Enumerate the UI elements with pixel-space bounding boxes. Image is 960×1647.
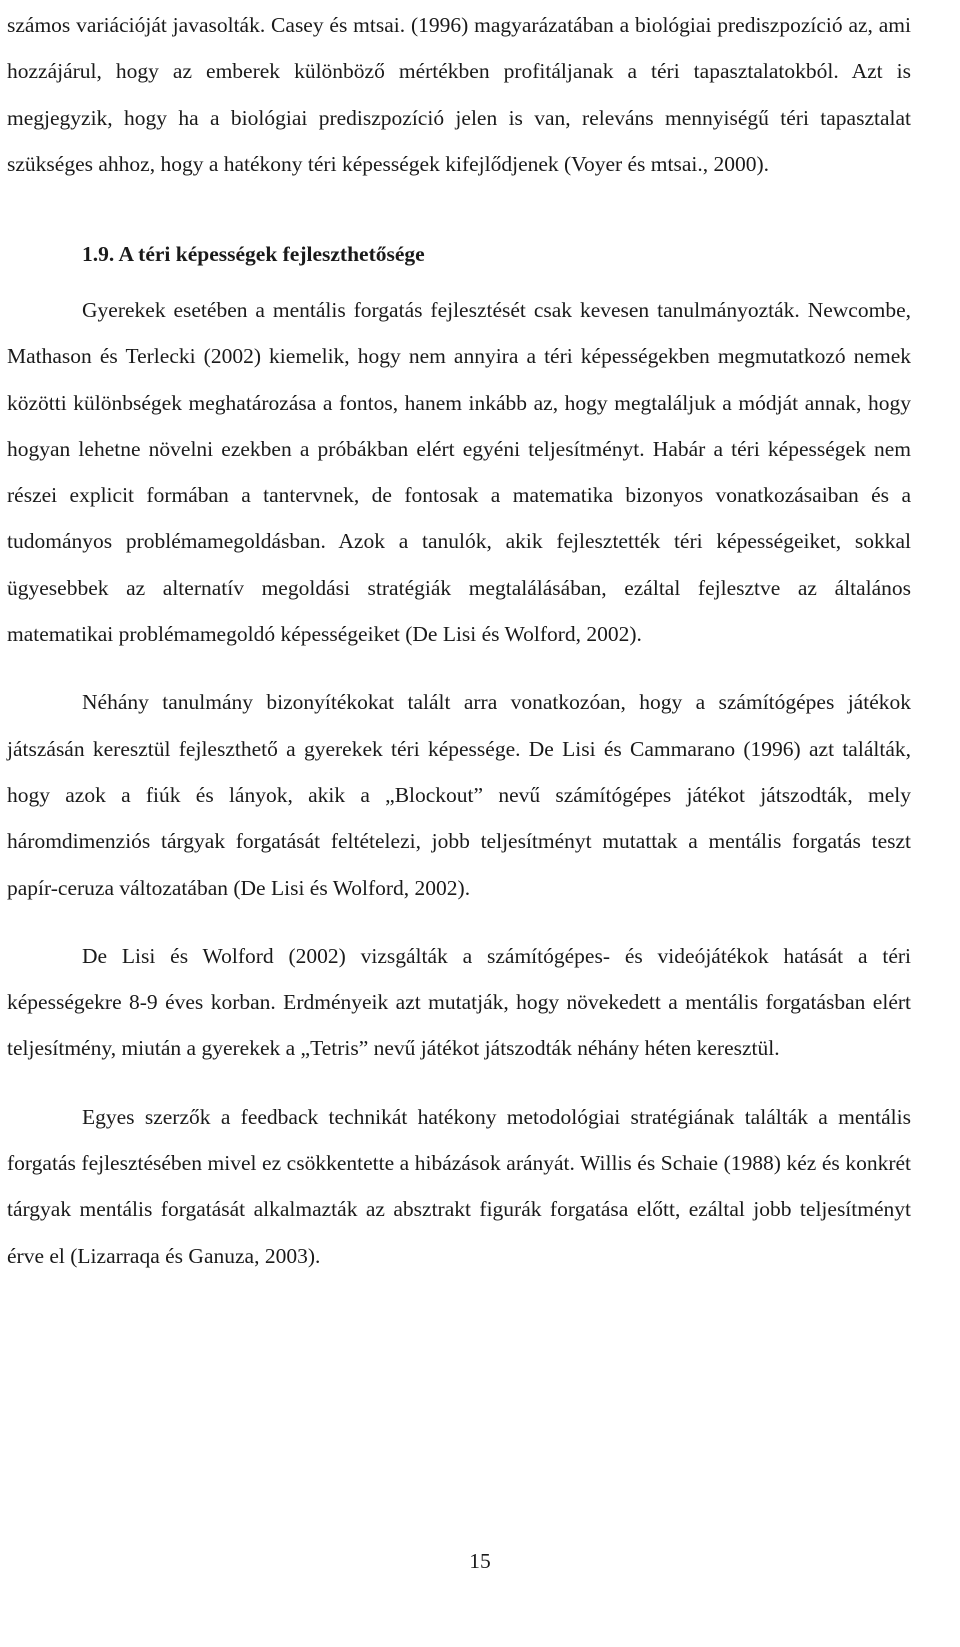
intro-paragraph: számos variációját javasolták. Casey és mtsai. (1996) magyarázatában a biológiai prediszpozíció az, ami hozzájárul, hogy az emberek különböző mértékben profitáljanak a téri tapasztalatokból. Azt is megjegyzik, hogy ha a biológiai prediszpozíció jelen is van, releváns mennyiségű téri tapasztalat szükséges ahhoz, hogy a hatékony téri képességek kifejlődjenek (Voyer és mtsai., 2000). [7,13,911,176]
paragraph-3: De Lisi és Wolford (2002) vizsgálták a számítógépes- és videójátékok hatását a téri képességekre 8-9 éves korban. Erdményeik azt mutatják, hogy növekedett a mentális forgatásban elért teljesítmény, miután a gyerekek a „Tetris” nevű játékot játszodták néhány héten keresztül. [7,943,911,1061]
paragraph-1: Gyerekek esetében a mentális forgatás fejlesztését csak kevesen tanulmányozták. Newcombe, Mathason és Terlecki (2002) kiemelik, hogy nem annyira a téri képességekben megmutatkozó nemek közötti különbségek meghatározása a fontos, hanem inkább az, hogy megtaláljuk a módját annak, hogy hogyan lehetne növelni ezekben a próbákban elért egyéni teljesítményt. Habár a téri képességek nem részei explicit formában a tantervnek, de fontosak a matematika bizonyos vonatkozásaiban és a tudományos problémamegoldásban. Azok a tanulók, akik fejlesztették téri képességeiket, sokkal ügyesebbek az alternatív megoldási stratégiák megtalálásában, ezáltal fejlesztve az általános matematikai problémamegoldó képességeiket (De Lisi és Wolford, 2002). [7,298,911,647]
paragraph-2: Néhány tanulmány bizonyítékokat talált arra vonatkozóan, hogy a számítógépes játékok játszásán keresztül fejleszthető a gyerekek téri képessége. De Lisi és Cammarano (1996) azt találták, hogy azok a fiúk és lányok, akik a „Blockout” nevű számítógépes játékot játszodták, mely háromdimenziós tárgyak forgatását feltételezi, jobb teljesítményt mutattak a mentális forgatás teszt papír-ceruza változatában (De Lisi és Wolford, 2002). [7,690,911,900]
section-heading: 1.9. A téri képességek fejleszthetősége [82,242,425,266]
paragraph-4: Egyes szerzők a feedback technikát hatékony metodológiai stratégiának találták a mentális forgatás fejlesztésében mivel ez csökkentette a hibázások arányát. Willis és Schaie (1988) kéz és konkrét tárgyak mentális forgatását alkalmazták az absztrakt figurák forgatása előtt, ezáltal jobb teljesítményt érve el (Lizarraqa és Ganuza, 2003). [7,1104,911,1268]
intro-text [7,2,911,187]
page-number: 15 [469,1549,491,1573]
body-text [7,287,911,1279]
